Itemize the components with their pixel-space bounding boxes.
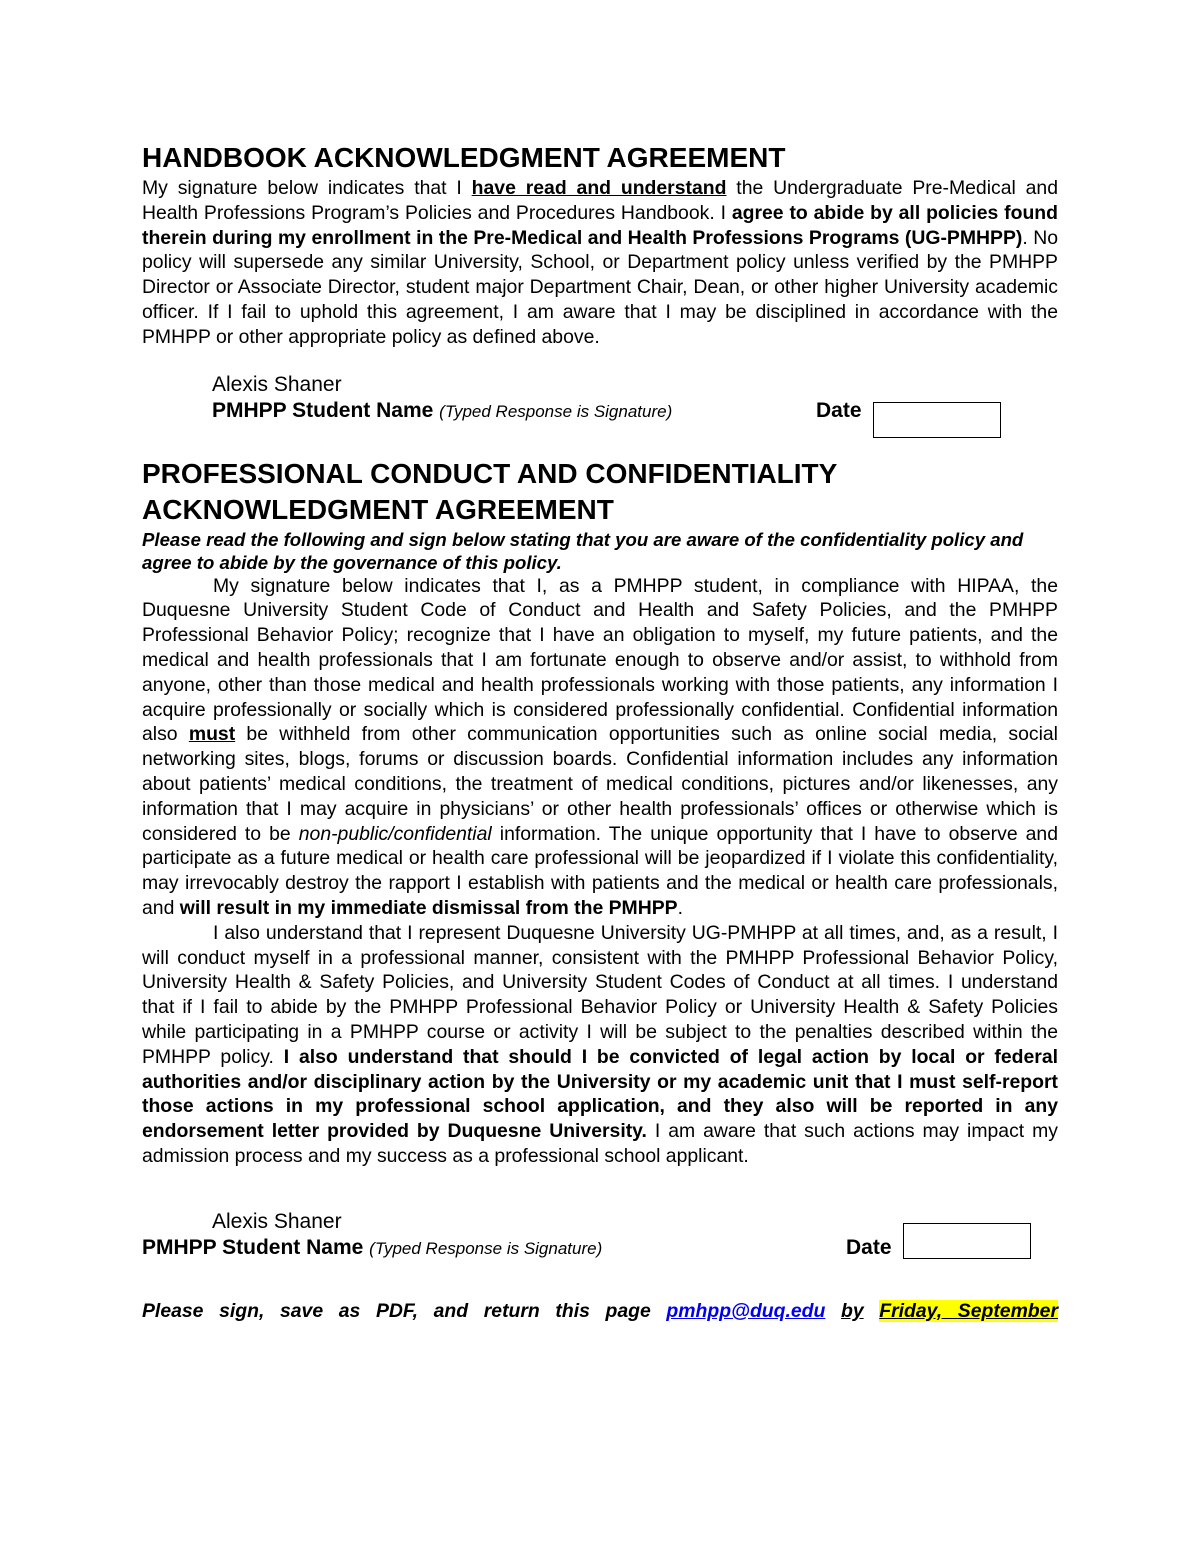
conduct-signature-label [142,1235,602,1262]
conduct-p1-text-b: be withheld from other communication opportunities such as online social media, social networking sites, blogs, forums or discussion boards. Confidential information includes any information about patients’ medical conditions, the treatment of medical conditions, pictures and/or likenesses, any information that I may acquire in physicians’ or other health professionals’ offices or otherwise which is considered to be [142,723,1058,845]
conduct-title-line1: PROFESSIONAL CONDUCT AND CONFIDENTIALITY [142,457,838,489]
conduct-p1-must: must [188,723,236,746]
conduct-signature-name[interactable]: Alexis Shaner [212,1209,342,1233]
handbook-paragraph [142,176,1058,350]
handbook-signature-label [212,398,672,425]
handbook-title: HANDBOOK ACKNOWLEDGMENT AGREEMENT [142,142,786,173]
handbook-text-emphasis: have read and understand [471,177,727,199]
handbook-date-label: Date [816,398,862,422]
conduct-p2-text-a: I also understand that I represent Duquesne University UG-PMHPP at all times, and, as a result, I will conduct myself in a professional manner, consistent with the PMHPP Professional Behavior Policy, University Health & Safety Policies, and University Student Codes of Conduct at all times. I understand that if I fail to abide by the PMHPP Professional Behavior Policy or University Health & Safety Policies while participating in a PMHPP course or activity I will be subject to the penalties described within the PMHPP policy. [142,921,1058,1068]
conduct-p1-text-a: My signature below indicates that I, as a PMHPP student, in compliance with HIPAA, the Duquesne University Student Code of Conduct and Health and Safety Policies, and the PMHPP Professional Behavior Policy; recognize that I have an obligation to myself, my future patients, and the medical and health professionals that I am fortunate enough to observe and/or assist, to withhold from anyone, other than those medical and health professionals working with those patients, any information I acquire professionally or socially which is considered professionally confidential. Confidential information also [142,574,1058,746]
conduct-p2-text-c: I am aware that such actions may impact my admission process and my success as a professional school applicant. [142,1120,1058,1167]
conduct-date-label: Date [846,1235,892,1259]
handbook-text-suffix: . No policy will supersede any similar University, School, or Department policy unless verified by the PMHPP Director or Associate Director, student major Department Chair, Dean, or other higher University academic officer. If I fail to uphold this agreement, I am aware that I may be disciplined in accordance with the PMHPP or other appropriate policy as defined above. [142,226,1059,348]
conduct-paragraph-1 [142,574,1058,921]
document-content [142,140,1058,1324]
handbook-text-prefix: My signature below indicates that I [142,177,472,199]
conduct-date-field[interactable] [903,1223,1031,1259]
footer-text: Please sign, save as PDF, and return this page [142,1299,667,1322]
conduct-p1-text-c: information. The unique opportunity that I have to observe and participate as a future medical or health care professional will be jeopardized if I violate this confidentiality, may irrevocably destroy the rapport I establish with patients and the medical or health care professionals, and [142,822,1059,919]
handbook-date-field[interactable] [873,402,1001,438]
footer-email-link[interactable]: pmhpp@duq.edu [666,1299,826,1322]
conduct-p1-bold: will result in my immediate dismissal from the PMHPP [179,896,678,919]
conduct-p1-end: . [677,896,683,919]
handbook-student-name-label: PMHPP Student Name [212,398,434,422]
footer-instruction [142,1299,1058,1324]
conduct-signature-note: (Typed Response is Signature) [369,1238,603,1258]
footer-deadline: Friday, September [879,1299,1058,1322]
conduct-p2-bold: I also understand that should I be convicted of legal action by local or federal authorities and/or disciplinary action by the University or my academic unit that I must self-report those actions in my professional school application, and they also will be reported in any endorsement letter provided by Duquesne University. [142,1045,1058,1143]
handbook-text-bold: agree to abide by all policies found therein during my enrollment in the Pre-Medical and Health Professions Programs (UG-PMHPP) [142,201,1058,249]
conduct-paragraph-2 [142,921,1058,1169]
handbook-signature-name[interactable]: Alexis Shaner [212,372,342,396]
conduct-title [142,456,1058,528]
conduct-title-line2: ACKNOWLEDGMENT AGREEMENT [142,493,614,525]
conduct-signature-block [142,1209,1058,1271]
conduct-student-name-label: PMHPP Student Name [142,1235,364,1259]
handbook-signature-block [142,372,1058,434]
conduct-p1-italic: non-public/confidential [298,822,492,845]
handbook-text-mid: the Undergraduate Pre-Medical and Health Professions Program’s Policies and Procedures Handbook. I [142,177,1058,224]
handbook-signature-note: (Typed Response is Signature) [439,401,673,421]
conduct-lead-instruction: Please read the following and sign below stating that you are aware of the confidentiality policy and agree to abide by the governance of this policy. [142,528,1024,573]
footer-by: by [840,1299,864,1322]
